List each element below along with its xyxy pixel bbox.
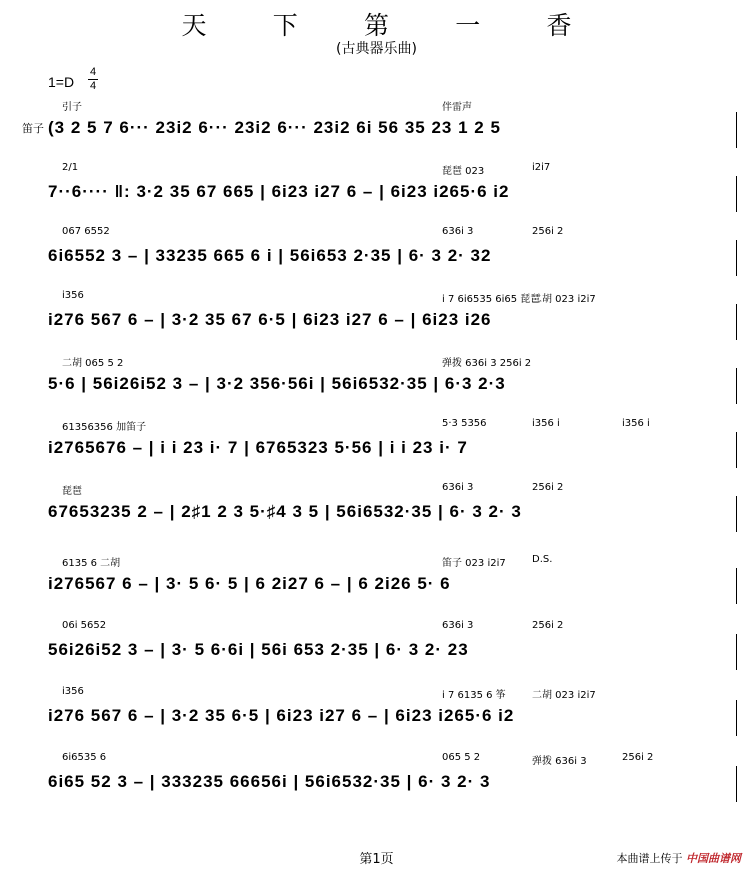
annotation: i 7 6135 6 筝 [442,690,506,701]
notation: 5·6 | 56i26i52 3 – | 3·2 356·56i | 56i6532·35 | 6·3 2·3 [48,374,506,393]
barline [736,432,737,468]
staff-line [22,620,737,680]
source-label: 本曲谱上传于 [616,852,683,865]
key-signature: 1=D [48,74,75,90]
barline [736,700,737,736]
staff-line [22,354,737,414]
staff-line [22,686,737,746]
annotation: 067 6552 [62,226,110,237]
notation: i276 567 6 – | 3·2 35 67 6·5 | 6i23 i27 6 – | 6i23 i26 [48,310,492,329]
annotation: i2i7 [532,162,551,173]
notation: 7··6···· ‖: 3·2 35 67 665 | 6i23 i27 6 – | 6i23 i265·6 i2 [48,182,510,201]
annotation: D.S. [532,554,553,565]
annotation: 弹拨 636i 3 [532,756,587,767]
annotation: 二胡 023 i2i7 [532,690,596,701]
notation: i276 567 6 – | 3·2 35 6·5 | 6i23 i27 6 – | 6i23 i265·6 i2 [48,706,515,725]
annotation: 6i6535 6 [62,752,107,763]
time-signature [88,66,98,93]
annotation: 256i 2 [532,226,564,237]
annotation: 伴雷声 [442,102,472,113]
annotation: i356 i [622,418,650,429]
barline [736,568,737,604]
barline [736,496,737,532]
page-subtitle: (古典器乐曲) [336,41,417,57]
annotation: 636i 3 [442,482,474,493]
barline [736,304,737,340]
annotation: 636i 3 [442,620,474,631]
site-logo: 中国曲谱网 [686,852,741,865]
source-note [617,850,742,866]
barline [736,766,737,802]
notation: (3 2 5 7 6··· 23i2 6··· 23i2 6··· 23i2 6i 56 35 23 1 2 5 [48,118,501,137]
time-signature-top: 4 [89,66,97,78]
page-number: 第1页 [359,852,394,867]
staff-line [22,98,737,158]
annotation: i356 [62,290,84,301]
annotation: 61356356 加笛子 [62,422,147,433]
staff-line [22,554,737,614]
staff-line [22,482,737,542]
annotation: 2/1 [62,162,79,173]
annotation: 二胡 065 5 2 [62,358,124,369]
annotation: 065 5 2 [442,752,481,763]
annotation: 5·3 5356 [442,418,487,429]
barline [736,634,737,670]
notation: 56i26i52 3 – | 3· 5 6·6i | 56i 653 2·35 | 6· 3 2· 23 [48,640,469,659]
annotation: 06i 5652 [62,620,107,631]
annotation: 琵琶 023 [442,166,485,177]
time-signature-bottom: 4 [89,80,97,92]
annotation: 256i 2 [532,482,564,493]
staff-line [22,162,737,222]
notation: i276567 6 – | 3· 5 6· 5 | 6 2i27 6 – | 6 2i26 5· 6 [48,574,451,593]
annotation: 256i 2 [532,620,564,631]
notation: 6i65 52 3 – | 333235 66656i | 56i6532·35 | 6· 3 2· 3 [48,772,491,791]
annotation: 256i 2 [622,752,654,763]
staff-line [22,290,737,350]
staff-line [22,752,737,812]
annotation: 6135 6 二胡 [62,558,121,569]
annotation: 636i 3 [442,226,474,237]
barline [736,240,737,276]
staff-line [22,226,737,286]
barline [736,112,737,148]
instrument-label: 笛子 [22,122,44,135]
annotation: i356 i [532,418,560,429]
annotation: i356 [62,686,84,697]
annotation: i 7 6i6535 6i65 琵琶 [442,294,541,305]
notation: 67653235 2 – | 2♯1 2 3 5·♯4 3 5 | 56i6532·35 | 6· 3 2· 3 [48,502,522,521]
staff-line [22,418,737,478]
barline [736,368,737,404]
annotation: 琵琶 [62,486,82,497]
barline [736,176,737,212]
annotation: 引子 [62,102,82,113]
annotation: 弹拨 636i 3 256i 2 [442,358,532,369]
annotation: 二胡 023 i2i7 [532,294,596,305]
notation: 6i6552 3 – | 33235 665 6 i | 56i653 2·35 | 6· 3 2· 32 [48,246,492,265]
annotation: 笛子 023 i2i7 [442,558,506,569]
page-title: 天 下 第 一 香 [181,13,602,40]
notation: i2765676 – | i i 23 i· 7 | 6765323 5·56 | i i 23 i· 7 [48,438,468,457]
